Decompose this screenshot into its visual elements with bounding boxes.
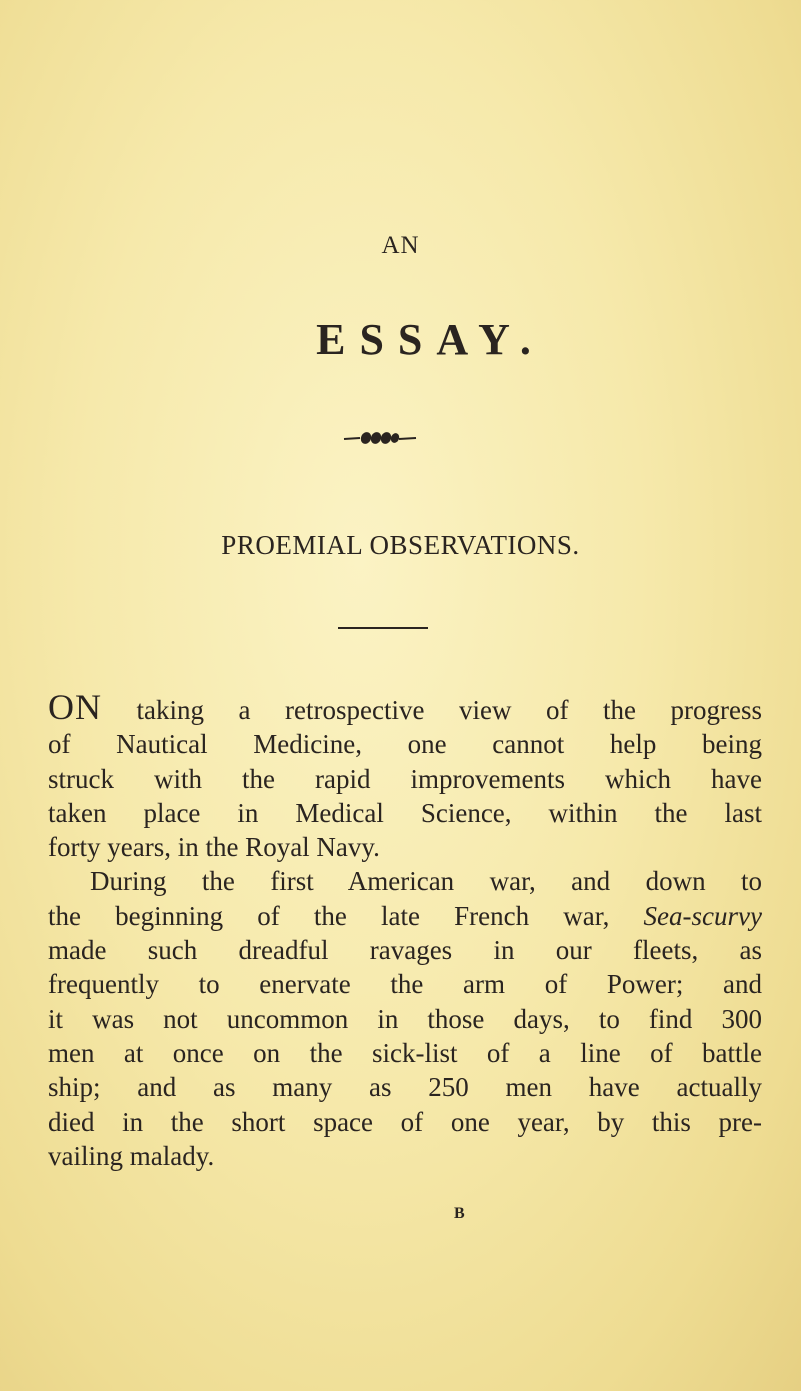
text-line: men at once on the sick-list of a line of battle — [48, 1037, 762, 1068]
text-line: During the first American war, and down to — [90, 866, 762, 897]
text-line: of Nautical Medicine, one cannot help being — [48, 729, 762, 760]
dropcap: ON — [48, 687, 102, 727]
text-line: died in the short space of one year, by this pre- — [48, 1106, 762, 1137]
paragraph-2 — [48, 864, 762, 1173]
italic-term: Sea-scurvy — [643, 900, 762, 931]
ornament-flourish — [342, 430, 418, 446]
text-line: it was not uncommon in those days, to find 300 — [48, 1003, 762, 1034]
text-line: taken place in Medical Science, within the last — [48, 797, 762, 828]
essay-title: ESSAY. — [316, 315, 545, 364]
text-line: vailing malady. — [48, 1140, 215, 1171]
text-line: forty years, in the Royal Navy. — [48, 832, 380, 863]
text-line: the beginning of the late French war, Sea-scurvy — [48, 900, 762, 931]
text-line: struck with the rapid improvements which have — [48, 763, 762, 794]
section-title: PROEMIAL OBSERVATIONS. — [221, 530, 580, 560]
signature-mark: B — [454, 1205, 465, 1222]
text-line: ON taking a retrospective view of the progress — [48, 687, 762, 727]
text-line: made such dreadful ravages in our fleets, as — [48, 935, 762, 966]
divider-rule — [338, 627, 428, 629]
text-line: ship; and as many as 250 men have actually — [48, 1072, 762, 1103]
paragraph-1 — [48, 687, 762, 864]
pre-title: AN — [381, 232, 420, 259]
body-text — [48, 687, 762, 1173]
text-line: frequently to enervate the arm of Power; and — [48, 969, 762, 1000]
